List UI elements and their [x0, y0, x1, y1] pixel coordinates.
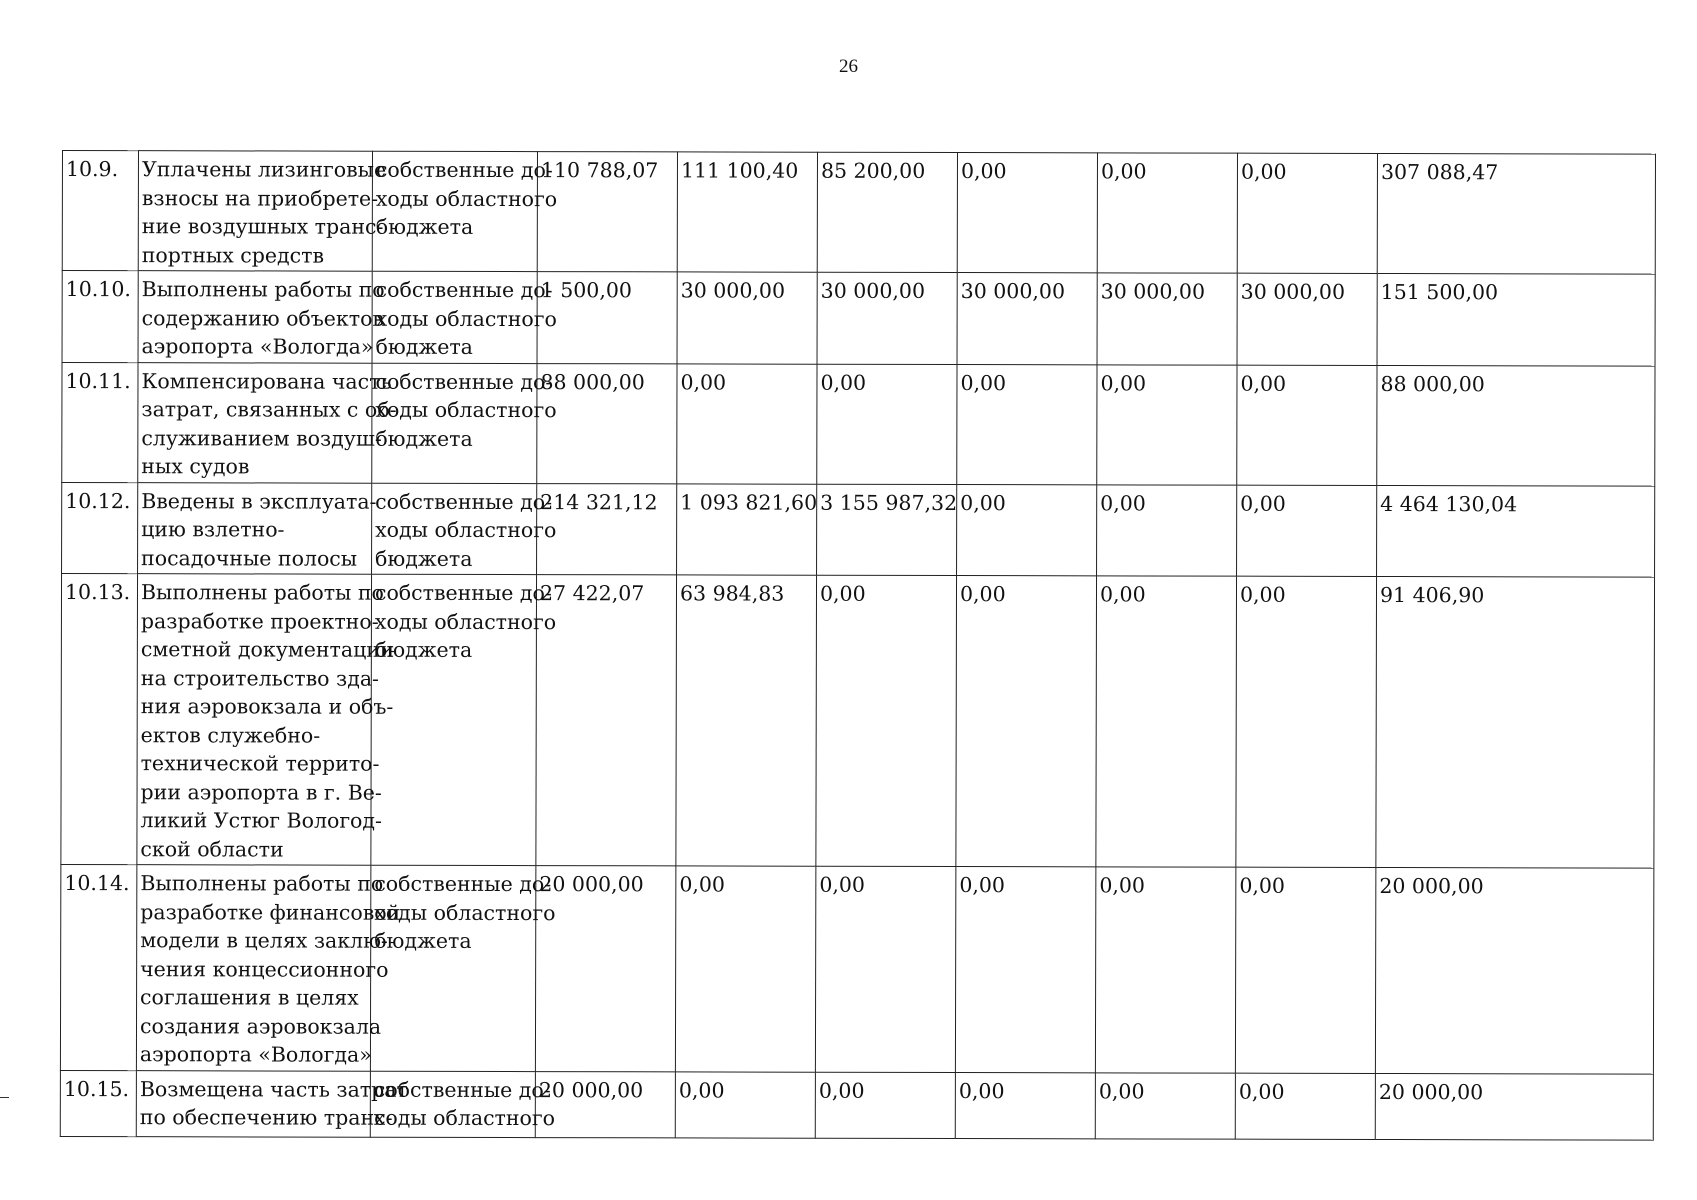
description-line: ликий Устюг Вологод-	[140, 808, 383, 833]
amount-cell: 85 200,00	[817, 152, 957, 272]
description-line: соглашения в целях	[140, 985, 359, 1010]
amount-cell: 3 155 987,32	[817, 484, 957, 576]
row-description	[136, 865, 401, 1071]
amount-cell: 0,00	[1097, 364, 1237, 484]
funding-source	[372, 151, 558, 271]
amount-cell: 0,00	[957, 153, 1097, 273]
amount-cell: 0,00	[1235, 867, 1375, 1073]
amount-cell: 30 000,00	[817, 272, 957, 364]
row-description	[136, 1070, 408, 1137]
amount-cell: 20 000,00	[535, 866, 675, 1072]
amount-cell: 0,00	[955, 1072, 1095, 1138]
source-line: бюджета	[375, 546, 473, 571]
amount-cell: 30 000,00	[1097, 273, 1237, 365]
row-description	[138, 271, 385, 363]
description-line: чения концессионного	[140, 956, 389, 982]
description-line: рии аэропорта в г. Ве-	[140, 779, 382, 805]
budget-table	[60, 150, 1656, 1140]
amount-cell: 27 422,07	[536, 575, 677, 866]
funding-source	[372, 271, 557, 363]
source-line: бюджета	[375, 334, 473, 359]
row-number: 10.10.	[62, 271, 138, 363]
funding-source	[372, 483, 557, 575]
row-number: 10.11.	[62, 362, 138, 482]
description-line: содержанию объектов	[141, 305, 385, 331]
amount-cell: 0,00	[1097, 153, 1237, 273]
amount-cell: 0,00	[957, 364, 1097, 484]
description-line: Выполнены работы по	[140, 871, 384, 896]
amount-cell: 0,00	[675, 866, 815, 1072]
table-row	[60, 1070, 1653, 1140]
row-number: 10.15.	[60, 1070, 136, 1136]
margin-mark	[0, 1097, 9, 1098]
amount-cell: 1 093 821,60	[677, 483, 817, 575]
amount-cell: 0,00	[1237, 365, 1377, 485]
description-line: на строительство зда-	[140, 665, 380, 691]
table-row	[61, 574, 1655, 869]
amount-cell: 0,00	[675, 1071, 815, 1137]
description-line: Выполнены работы по	[140, 580, 384, 605]
amount-cell: 63 984,83	[676, 575, 817, 866]
source-line: собственные до-	[374, 871, 552, 897]
amount-cell: 30 000,00	[957, 273, 1097, 365]
description-line: разработке проектно-	[140, 608, 379, 634]
amount-cell: 0,00	[816, 575, 957, 866]
source-line: ходы областного	[374, 900, 556, 925]
total-cell: 151 500,00	[1377, 273, 1655, 365]
source-line: ходы областного	[375, 186, 558, 211]
description-line: Уплачены лизинговые	[141, 157, 387, 182]
total-cell: 20 000,00	[1375, 1073, 1653, 1140]
funding-source	[370, 865, 556, 1071]
table-row	[62, 271, 1655, 366]
row-description	[138, 362, 397, 483]
row-number: 10.13.	[61, 574, 138, 865]
amount-cell: 0,00	[955, 867, 1095, 1073]
total-cell: 88 000,00	[1377, 365, 1655, 486]
description-line: аэропорта «Вологда»	[139, 1042, 372, 1067]
row-number: 10.12.	[62, 482, 138, 574]
amount-cell: 0,00	[677, 363, 817, 483]
source-line: собственные до-	[375, 157, 553, 183]
row-number: 10.14.	[60, 864, 136, 1070]
source-line: ходы областного	[375, 306, 557, 331]
row-number: 10.9.	[62, 151, 138, 271]
table-body	[60, 151, 1655, 1140]
description-line: Выполнены работы по	[141, 277, 385, 302]
amount-cell: 0,00	[1096, 576, 1237, 867]
source-line: бюджета	[375, 214, 474, 239]
amount-cell: 111 100,40	[677, 152, 817, 272]
source-line: бюджета	[375, 426, 473, 451]
description-line: затрат, связанных с об-	[141, 397, 397, 422]
amount-cell: 110 788,07	[537, 152, 677, 272]
description-line: модели в целях заклю-	[140, 928, 388, 953]
source-line: бюджета	[374, 928, 472, 953]
amount-cell: 0,00	[817, 364, 957, 484]
description-line: сметной документации	[140, 637, 394, 662]
description-line: портных средств	[141, 242, 325, 268]
source-line: ходы областного	[375, 517, 557, 543]
source-line: ходы областного	[374, 609, 557, 634]
total-cell: 4 464 130,04	[1377, 485, 1655, 577]
description-line: Компенсирована часть	[141, 368, 392, 394]
table-row	[62, 482, 1655, 577]
description-line: ектов служебно-	[140, 722, 321, 748]
row-description	[138, 151, 387, 272]
table-row	[62, 362, 1655, 486]
amount-cell: 0,00	[1097, 484, 1237, 576]
description-line: взносы на приобрете-	[141, 185, 379, 211]
row-description	[138, 482, 377, 574]
total-cell: 20 000,00	[1375, 867, 1653, 1073]
source-line: ходы областного	[373, 1105, 556, 1131]
page-number: 26	[839, 56, 858, 77]
amount-cell: 0,00	[1237, 153, 1377, 273]
description-line: технической террито-	[140, 751, 380, 776]
description-line: разработке финансовой	[140, 899, 401, 925]
amount-cell: 0,00	[1237, 485, 1377, 577]
amount-cell: 0,00	[1095, 867, 1235, 1073]
amount-cell: 0,00	[956, 576, 1097, 867]
amount-cell: 1 500,00	[537, 272, 677, 364]
amount-cell: 30 000,00	[677, 272, 817, 364]
description-line: аэропорта «Вологда»	[141, 334, 374, 359]
amount-cell: 0,00	[1095, 1072, 1235, 1138]
source-line: собственные до-	[373, 1077, 551, 1102]
source-line: ходы областного	[375, 397, 557, 423]
table-row	[60, 864, 1653, 1073]
source-line: собственные до-	[375, 277, 553, 303]
amount-cell: 30 000,00	[1237, 273, 1377, 365]
description-line: создания аэровокзала	[139, 1013, 382, 1039]
amount-cell: 214 321,12	[537, 483, 677, 575]
table-row	[62, 151, 1655, 275]
amount-cell: 0,00	[957, 484, 1097, 576]
amount-cell: 0,00	[815, 1072, 955, 1138]
amount-cell: 88 000,00	[537, 363, 677, 483]
description-line: Возмещена часть затрат	[139, 1076, 408, 1102]
description-line: посадочные полосы	[141, 545, 358, 571]
description-line: цию взлетно-	[141, 517, 285, 542]
amount-cell: 0,00	[1236, 576, 1377, 867]
funding-source	[370, 1071, 556, 1137]
source-line: собственные до-	[375, 489, 553, 514]
description-line: ской области	[140, 836, 284, 862]
source-line: собственные до-	[374, 580, 552, 606]
source-line: собственные до-	[375, 369, 553, 394]
description-line: ных судов	[141, 454, 250, 479]
description-line: Введены в эксплуата-	[141, 488, 377, 514]
amount-cell: 0,00	[1235, 1073, 1375, 1139]
funding-source	[371, 574, 557, 865]
description-line: служиванием воздуш-	[141, 425, 382, 451]
amount-cell: 20 000,00	[535, 1071, 675, 1137]
row-description	[137, 574, 394, 866]
description-line: ния аэровокзала и объ-	[140, 694, 394, 719]
amount-cell: 0,00	[815, 866, 955, 1072]
total-cell: 307 088,47	[1377, 153, 1655, 274]
description-line: по обеспечению транс-	[139, 1105, 393, 1130]
total-cell: 91 406,90	[1376, 576, 1655, 868]
description-line: ние воздушных транс-	[141, 214, 384, 239]
source-line: бюджета	[374, 637, 473, 662]
funding-source	[372, 363, 557, 483]
